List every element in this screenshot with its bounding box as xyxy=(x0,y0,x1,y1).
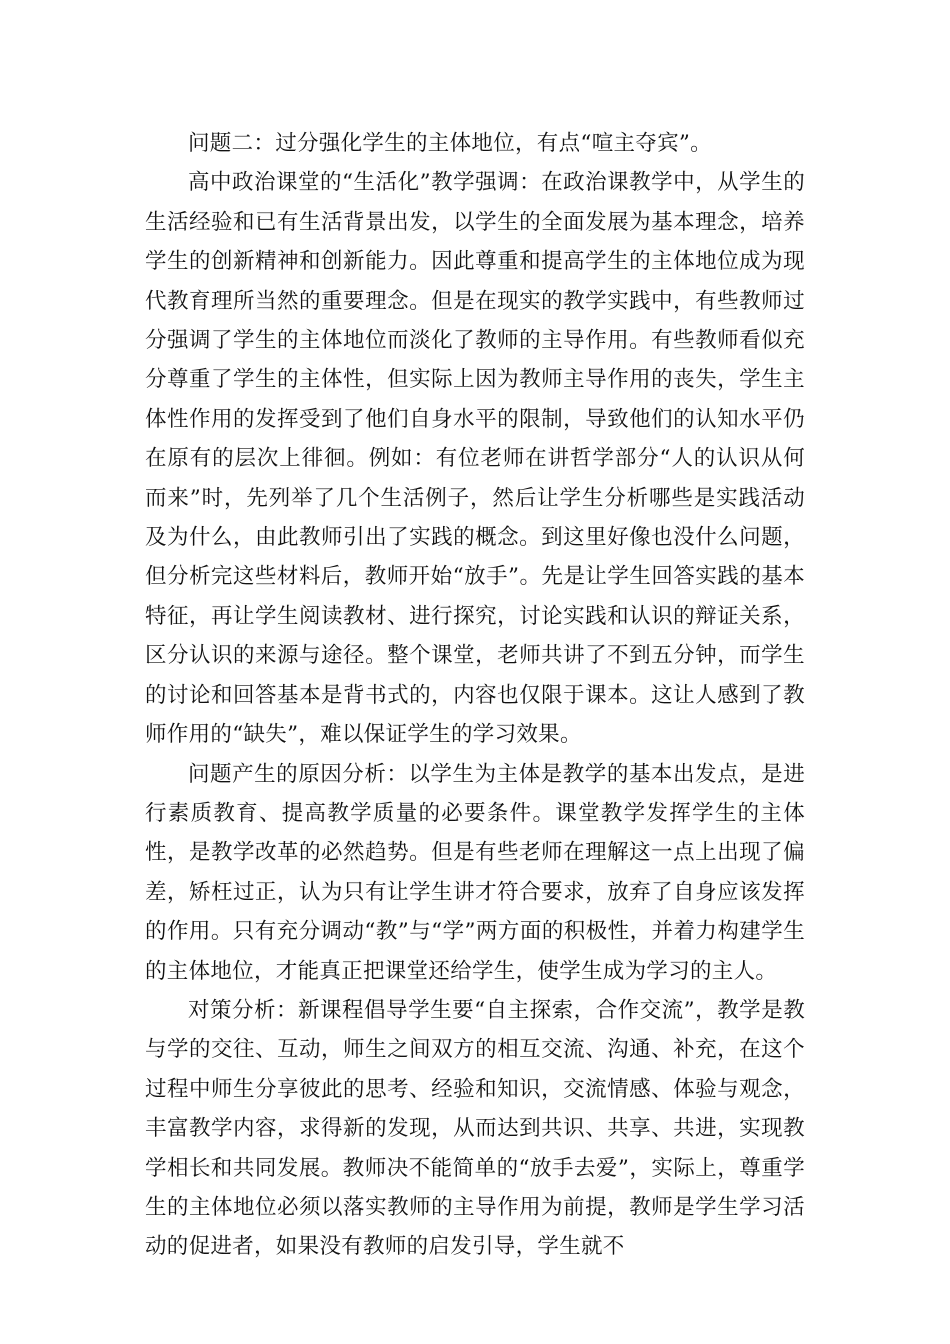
document-page xyxy=(145,124,805,1267)
paragraph-life-teaching: 高中政治课堂的“生活化”教学强调：在政治课教学中，从学生的生活经验和已有生活背景出发，以学生的全面发展为基本理念，培养学生的创新精神和创新能力。因此尊重和提高学生的主体地位成为现代教育理所当然的重要理念。但是在现实的教学实践中，有些教师过分强调了学生的主体地位而淡化了教师的主导作用。有些教师看似充分尊重了学生的主体性，但实际上因为教师主导作用的丧失，学生主体性作用的发挥受到了他们自身水平的限制，导致他们的认知水平仍在原有的层次上徘徊。例如：有位老师在讲哲学部分“人的认识从何而来”时，先列举了几个生活例子，然后让学生分析哪些是实践活动及为什么，由此教师引出了实践的概念。到这里好像也没什么问题，但分析完这些材料后，教师开始“放手”。先是让学生回答实践的基本特征，再让学生阅读教材、进行探究，讨论实践和认识的辩证关系，区分认识的来源与途径。整个课堂，老师共讲了不到五分钟，而学生的讨论和回答基本是背书式的，内容也仅限于课本。这让人感到了教师作用的“缺失”，难以保证学生的学习效果。 xyxy=(145,170,805,748)
paragraph-countermeasures: 对策分析：新课程倡导学生要“自主探索，合作交流”，教学是教与学的交往、互动，师生之间双方的相互交流、沟通、补充，在这个过程中师生分享彼此的思考、经验和知识，交流情感、体验与观念，丰富教学内容，求得新的发现，从而达到共识、共享、共进，实现教学相长和共同发展。教师决不能简单的“放手去爱”，实际上，尊重学生的主体地位必须以落实教师的主导作用为前提，教师是学生学习活动的促进者，如果没有教师的启发引导，学生就不 xyxy=(145,997,805,1260)
problem-two-heading: 问题二：过分强化学生的主体地位，有点“喧主夺宾”。 xyxy=(188,131,712,156)
paragraph-cause-analysis: 问题产生的原因分析：以学生为主体是教学的基本出发点，是进行素质教育、提高教学质量的必要条件。课堂教学发挥学生的主体性，是教学改革的必然趋势。但是有些老师在理解这一点上出现了偏差，矫枉过正，认为只有让学生讲才符合要求，放弃了自身应该发挥的作用。只有充分调动“教”与“学”两方面的积极性，并着力构建学生的主体地位，才能真正把课堂还给学生，使学生成为学习的主人。 xyxy=(145,761,805,984)
